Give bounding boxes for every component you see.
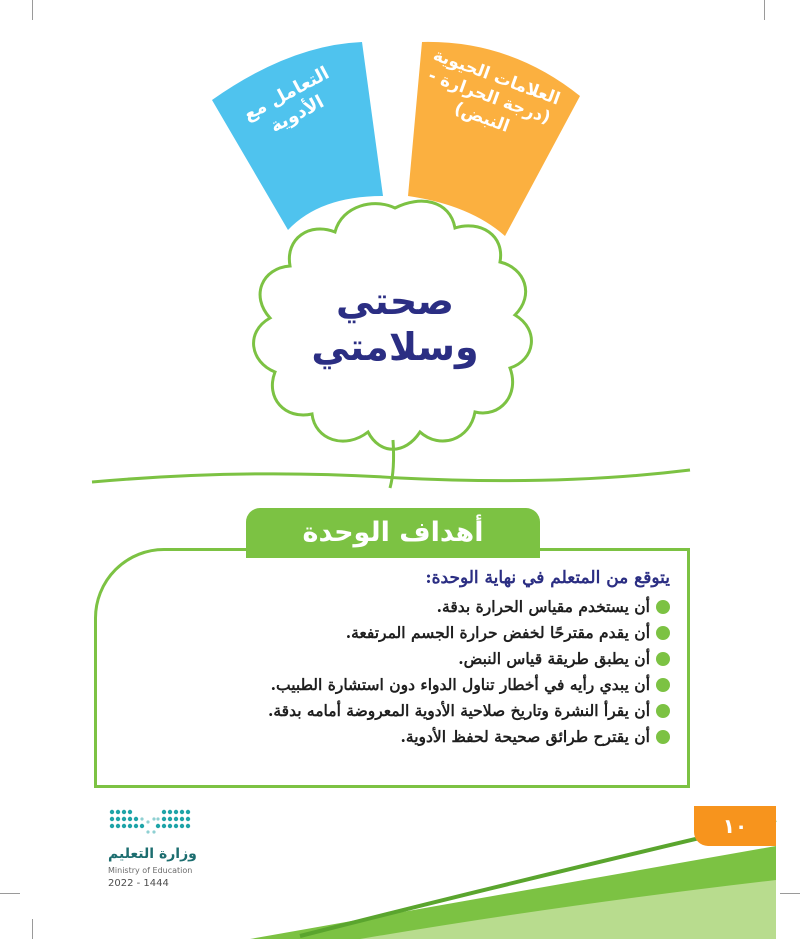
list-item: أن يبدي رأيه في أخطار تناول الدواء دون استشارة الطبيب. bbox=[150, 672, 670, 698]
list-item: أن يقرأ النشرة وتاريخ صلاحية الأدوية المعروضة أمامه بدقة. bbox=[150, 698, 670, 724]
blue-petal bbox=[212, 42, 383, 230]
bullet-icon bbox=[656, 704, 670, 718]
ministry-name-en: Ministry of Education bbox=[108, 866, 193, 875]
goals-intro: يتوقع من المتعلم في نهاية الوحدة: bbox=[425, 568, 670, 588]
orange-petal-label: العلامات الحيوية (درجة الحرارة - النبض) bbox=[425, 45, 563, 137]
bullet-icon bbox=[656, 678, 670, 692]
bullet-icon bbox=[656, 600, 670, 614]
list-item: أن يقدم مقترحًا لخفض حرارة الجسم المرتفعة. bbox=[150, 620, 670, 646]
list-item: أن يطبق طريقة قياس النبض. bbox=[150, 646, 670, 672]
goals-content bbox=[150, 568, 670, 750]
bullet-icon bbox=[656, 652, 670, 666]
list-item: أن يستخدم مقياس الحرارة بدقة. bbox=[150, 594, 670, 620]
blue-petal-label: التعامل مع الأدوية bbox=[239, 62, 333, 137]
goals-list bbox=[150, 594, 670, 750]
bullet-icon bbox=[656, 730, 670, 744]
list-item: أن يقترح طرائق صحيحة لحفظ الأدوية. bbox=[150, 724, 670, 750]
bullet-icon bbox=[656, 626, 670, 640]
goals-heading: أهداف الوحدة bbox=[246, 508, 540, 558]
ministry-year: 2022 - 1444 bbox=[108, 878, 169, 889]
page-number: ١٠ bbox=[694, 806, 776, 846]
ministry-name-ar: وزارة التعليم bbox=[108, 846, 197, 862]
ministry-logo-icon bbox=[108, 808, 192, 838]
unit-title: صحتي وسلامتي bbox=[311, 279, 479, 370]
